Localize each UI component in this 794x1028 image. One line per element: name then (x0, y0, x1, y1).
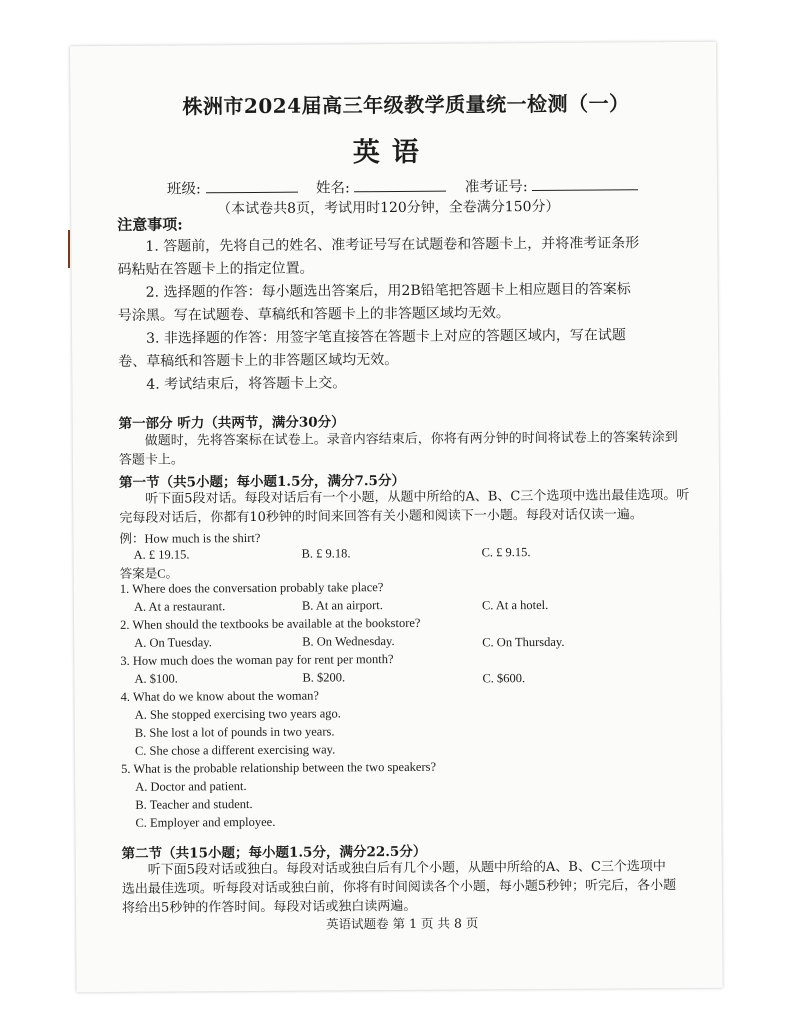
part1-title: 第一部分 听力（共两节，满分30分） (118, 414, 345, 432)
section1-intro-line: 听下面5段对话。每段对话后有一个小题，从题中所给的A、B、C三个选项中选出最佳选项。听 (145, 487, 690, 507)
subject-title: 英语 (352, 136, 431, 169)
notice-item: 码粘贴在答题卡上的指定位置。 (117, 260, 314, 278)
section1-title: 第一节（共5小题；每小题1.5分，满分7.5分） (119, 472, 405, 491)
id-field[interactable] (532, 177, 638, 191)
section2-intro-line: 选出最佳选项。听每段对话或独白前，你将有时间阅读各个小题，每小题5秒钟；听完后，各小题 (121, 878, 677, 897)
exam-title: 株洲市2024届高三年级教学质量统一检测（一） (182, 91, 630, 119)
question-2-option-c: C. On Thursday. (482, 634, 565, 650)
example-option-c: C. £ 9.15. (481, 545, 531, 560)
question-1-option-c: C. At a hotel. (481, 597, 549, 613)
section1-intro-line: 完每段对话后，你都有10秒钟的时间来回答有关小题和阅读下一小题。每段对话仅读一遍。 (119, 507, 643, 526)
question-2-option-a: A. On Tuesday. (134, 635, 212, 650)
section2-title: 第二节（共15小题；每小题1.5分，满分22.5分） (121, 843, 427, 862)
notice-item: 2. 选择题的作答：每小题选出答案后，用2B铅笔把答题卡上相应题目的答案标 (145, 281, 631, 301)
name-label: 姓名: (315, 180, 350, 197)
question-1-option-a: A. At a restaurant. (133, 599, 226, 614)
example-option-b: B. £ 9.18. (301, 546, 351, 561)
part1-intro-line: 答题卡上。 (118, 452, 184, 468)
student-info-fields (167, 174, 639, 198)
section2-intro-line: 将给出5秒钟的作答时间。每段对话或独白读两遍。 (121, 898, 417, 916)
question-5-option-b: B. Teacher and student. (135, 796, 253, 812)
question-2-option-b: B. On Wednesday. (302, 634, 395, 649)
name-field[interactable] (354, 179, 446, 193)
question-4: 4. What do we know about the woman? (120, 688, 319, 704)
question-5-option-a: A. Doctor and patient. (135, 779, 247, 794)
question-5: 5. What is the probable relationship between the two speakers? (121, 759, 437, 776)
question-2: 2. When should the textbooks be available at the bookstore? (120, 615, 421, 632)
notice-heading: 注意事项: (117, 215, 183, 234)
notice-item: 1. 答题前，先将自己的姓名、准考证号写在试题卷和答题卡上，并将准考证条形 (145, 235, 640, 255)
question-3: 3. How much does the woman pay for rent per month? (120, 652, 394, 668)
question-4-option-a: A. She stopped exercising two years ago. (134, 706, 341, 722)
question-3-option-c: C. $600. (482, 671, 526, 686)
exam-info: （本试卷共8页，考试用时120分钟，全卷满分150分） (217, 198, 560, 218)
notice-item: 4. 考试结束后，将答题卡上交。 (146, 375, 347, 393)
question-3-option-b: B. $200. (302, 670, 346, 685)
example-question: 例：How much is the shirt? (119, 530, 261, 546)
class-label: 班级: (166, 181, 201, 198)
class-field[interactable] (205, 180, 297, 194)
question-1: 1. Where does the conversation probably take place? (119, 580, 384, 596)
notice-list (117, 232, 718, 397)
page-footer: 英语试题卷 第 1 页 共 8 页 (326, 915, 479, 932)
example-answer: 答案是C。 (119, 566, 179, 581)
example-option-a: A. £ 19.15. (133, 547, 190, 562)
notice-item: 号涂黑。写在试题卷、草稿纸和答题卡上的非答题区域均无效。 (117, 305, 510, 324)
exam-page (70, 42, 723, 992)
notice-item: 卷、草稿纸和答题卡上的非答题区域均无效。 (118, 351, 399, 370)
notice-item: 3. 非选择题的作答：用签字笔直接答在答题卡上对应的答题区域内，写在试题 (145, 327, 626, 347)
question-3-option-a: A. $100. (134, 671, 178, 686)
question-4-option-b: B. She lost a lot of pounds in two years. (134, 724, 335, 740)
question-4-option-c: C. She chose a different exercising way. (134, 742, 336, 758)
part1-intro-line: 做题时，先将答案标在试卷上。录音内容结束后，你将有两分钟的时间将试卷上的答案转涂到 (144, 430, 678, 449)
question-5-option-c: C. Employer and employee. (135, 814, 276, 830)
section2-intro-line: 听下面5段对话或独白。每段对话或独白后有几个小题，从题中所给的A、B、C三个选项中 (147, 859, 666, 878)
question-1-option-b: B. At an airport. (301, 598, 383, 613)
scan-edge-mark (68, 230, 70, 268)
id-label: 准考证号: (464, 179, 528, 196)
